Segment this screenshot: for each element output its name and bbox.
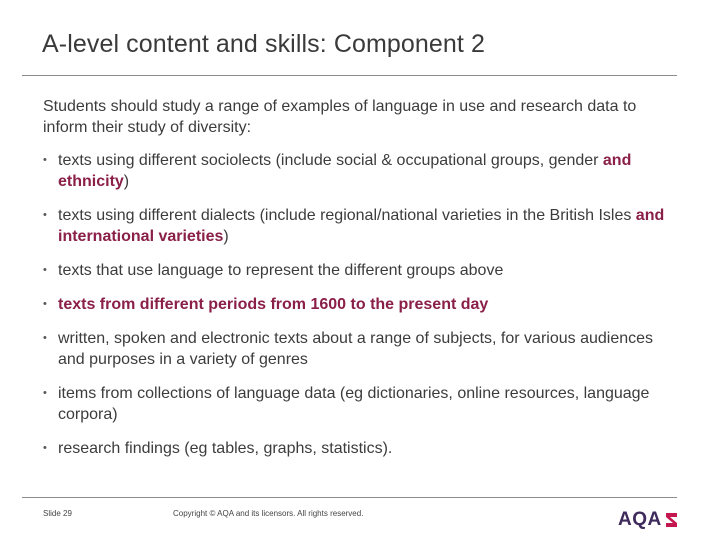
- copyright-notice: Copyright © AQA and its licensors. All rights reserved.: [173, 509, 364, 518]
- list-item: [43, 294, 683, 315]
- bullet-icon: •: [43, 154, 47, 166]
- aqa-logo: [618, 508, 679, 532]
- content-list: [43, 150, 683, 472]
- point-highlight: and ethnicity: [58, 152, 632, 190]
- point-text: written, spoken and electronic texts about a range of subjects, for various audiences and purposes in a variety of genres: [58, 330, 654, 368]
- point-text: research findings (eg tables, graphs, statistics).: [58, 440, 393, 457]
- slide-title: A-level content and skills: Component 2: [42, 30, 486, 58]
- point-highlight: texts from different periods from 1600 to the present day: [58, 296, 489, 313]
- logo-text: AQA: [618, 509, 662, 530]
- point-text: texts using different sociolects (include social & occupational groups, gender: [58, 152, 603, 169]
- list-item: [43, 438, 683, 459]
- point-highlight: and international varieties: [58, 207, 665, 245]
- point-text: texts that use language to represent the different groups above: [58, 262, 504, 279]
- bullet-icon: •: [43, 387, 47, 399]
- bullet-icon: •: [43, 209, 47, 221]
- point-text-end: ): [123, 173, 130, 190]
- title-divider: [22, 75, 677, 76]
- point-text: items from collections of language data (eg dictionaries, online resources, language corpora): [58, 385, 650, 423]
- footer-divider: [22, 497, 677, 498]
- point-text-end: ): [223, 228, 229, 245]
- bullet-icon: •: [43, 298, 47, 310]
- list-item: [43, 383, 683, 425]
- bullet-icon: •: [43, 332, 47, 344]
- slide-number: Slide 29: [43, 509, 72, 518]
- list-item: [43, 150, 683, 192]
- point-text: texts using different dialects (include regional/national varieties in the British Isles: [58, 207, 636, 224]
- bullet-icon: •: [43, 442, 47, 454]
- list-item: [43, 205, 683, 247]
- logo-mark-icon: [663, 511, 679, 529]
- bullet-icon: •: [43, 264, 47, 276]
- list-item: [43, 328, 683, 370]
- intro-text: Students should study a range of examples of language in use and research data to inform their study of diversity:: [43, 98, 637, 136]
- list-item: [43, 260, 683, 281]
